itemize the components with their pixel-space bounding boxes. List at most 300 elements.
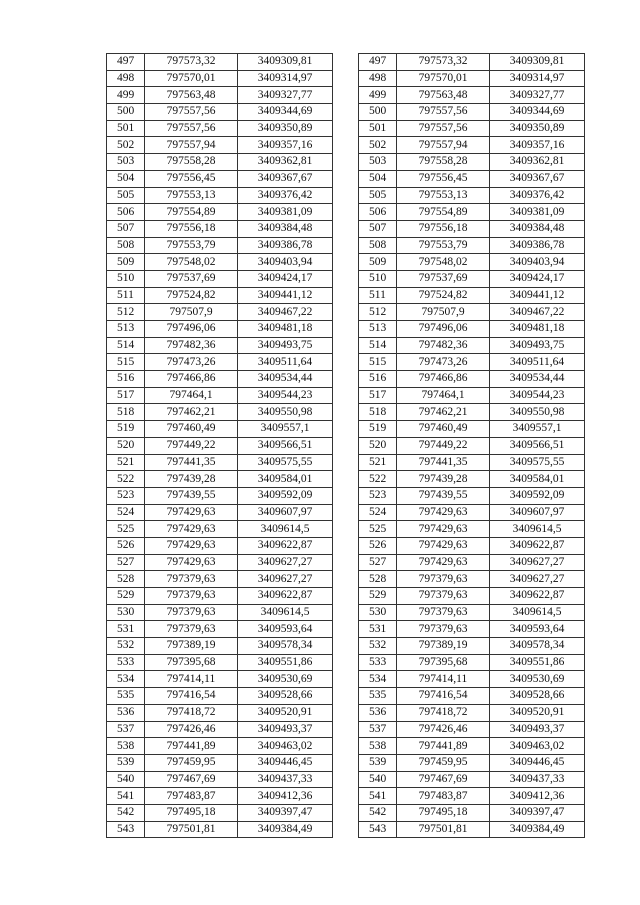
y-coordinate-cell: 3409584,01 — [490, 471, 585, 488]
point-number-cell: 532 — [359, 638, 397, 655]
point-number-cell: 520 — [107, 437, 145, 454]
point-number-cell: 505 — [107, 187, 145, 204]
table-row — [107, 354, 333, 371]
table-row — [107, 304, 333, 321]
x-coordinate-cell: 797573,32 — [145, 54, 238, 71]
y-coordinate-cell: 3409607,97 — [238, 504, 333, 521]
y-coordinate-cell: 3409627,27 — [238, 571, 333, 588]
y-coordinate-cell: 3409376,42 — [490, 187, 585, 204]
x-coordinate-cell: 797441,89 — [397, 738, 490, 755]
y-coordinate-cell: 3409357,16 — [490, 137, 585, 154]
point-number-cell: 541 — [359, 788, 397, 805]
x-coordinate-cell: 797557,56 — [145, 120, 238, 137]
point-number-cell: 536 — [107, 704, 145, 721]
point-number-cell: 531 — [359, 621, 397, 638]
x-coordinate-cell: 797449,22 — [145, 437, 238, 454]
y-coordinate-cell: 3409614,5 — [490, 604, 585, 621]
x-coordinate-cell: 797557,94 — [397, 137, 490, 154]
point-number-cell: 521 — [359, 454, 397, 471]
y-coordinate-cell: 3409493,37 — [490, 721, 585, 738]
table-row — [107, 104, 333, 121]
point-number-cell: 530 — [359, 604, 397, 621]
x-coordinate-cell: 797439,55 — [397, 487, 490, 504]
x-coordinate-cell: 797556,18 — [397, 220, 490, 237]
x-coordinate-cell: 797495,18 — [397, 804, 490, 821]
table-row — [359, 454, 585, 471]
y-coordinate-cell: 3409357,16 — [238, 137, 333, 154]
point-number-cell: 533 — [359, 654, 397, 671]
table-row — [107, 87, 333, 104]
y-coordinate-cell: 3409551,86 — [238, 654, 333, 671]
y-coordinate-cell: 3409575,55 — [238, 454, 333, 471]
point-number-cell: 504 — [359, 170, 397, 187]
x-coordinate-cell: 797563,48 — [397, 87, 490, 104]
y-coordinate-cell: 3409481,18 — [238, 321, 333, 338]
table-row — [359, 638, 585, 655]
table-row — [359, 270, 585, 287]
y-coordinate-cell: 3409376,42 — [238, 187, 333, 204]
x-coordinate-cell: 797537,69 — [145, 270, 238, 287]
point-number-cell: 535 — [107, 688, 145, 705]
table-row — [107, 154, 333, 171]
x-coordinate-cell: 797379,63 — [397, 588, 490, 605]
table-row — [359, 571, 585, 588]
point-number-cell: 540 — [107, 771, 145, 788]
x-coordinate-cell: 797429,63 — [397, 504, 490, 521]
table-row — [359, 754, 585, 771]
x-coordinate-cell: 797426,46 — [145, 721, 238, 738]
table-row — [359, 588, 585, 605]
point-number-cell: 524 — [359, 504, 397, 521]
table-row — [359, 671, 585, 688]
table-row — [359, 738, 585, 755]
point-number-cell: 525 — [107, 521, 145, 538]
table-row — [359, 304, 585, 321]
x-coordinate-cell: 797379,63 — [145, 588, 238, 605]
table-row — [359, 804, 585, 821]
table-row — [107, 821, 333, 838]
y-coordinate-cell: 3409528,66 — [238, 688, 333, 705]
y-coordinate-cell: 3409362,81 — [490, 154, 585, 171]
y-coordinate-cell: 3409622,87 — [238, 537, 333, 554]
x-coordinate-cell: 797556,45 — [145, 170, 238, 187]
y-coordinate-cell: 3409397,47 — [238, 804, 333, 821]
x-coordinate-cell: 797496,06 — [145, 321, 238, 338]
table-row — [359, 404, 585, 421]
y-coordinate-cell: 3409386,78 — [238, 237, 333, 254]
point-number-cell: 510 — [359, 270, 397, 287]
table-row — [107, 638, 333, 655]
y-coordinate-cell: 3409622,87 — [490, 537, 585, 554]
x-coordinate-cell: 797548,02 — [145, 254, 238, 271]
table-row — [107, 454, 333, 471]
point-number-cell: 519 — [359, 421, 397, 438]
y-coordinate-cell: 3409607,97 — [490, 504, 585, 521]
y-coordinate-cell: 3409578,34 — [238, 638, 333, 655]
point-number-cell: 503 — [107, 154, 145, 171]
y-coordinate-cell: 3409544,23 — [490, 387, 585, 404]
y-coordinate-cell: 3409551,86 — [490, 654, 585, 671]
point-number-cell: 537 — [359, 721, 397, 738]
x-coordinate-cell: 797558,28 — [145, 154, 238, 171]
x-coordinate-cell: 797483,87 — [145, 788, 238, 805]
point-number-cell: 534 — [107, 671, 145, 688]
x-coordinate-cell: 797483,87 — [397, 788, 490, 805]
y-coordinate-cell: 3409424,17 — [490, 270, 585, 287]
point-number-cell: 531 — [107, 621, 145, 638]
table-row — [359, 504, 585, 521]
point-number-cell: 511 — [359, 287, 397, 304]
x-coordinate-cell: 797395,68 — [397, 654, 490, 671]
y-coordinate-cell: 3409381,09 — [490, 204, 585, 221]
x-coordinate-cell: 797554,89 — [397, 204, 490, 221]
point-number-cell: 539 — [107, 754, 145, 771]
y-coordinate-cell: 3409528,66 — [490, 688, 585, 705]
table-row — [359, 321, 585, 338]
y-coordinate-cell: 3409627,27 — [238, 554, 333, 571]
y-coordinate-cell: 3409350,89 — [490, 120, 585, 137]
x-coordinate-cell: 797570,01 — [397, 70, 490, 87]
point-number-cell: 518 — [107, 404, 145, 421]
x-coordinate-cell: 797429,63 — [145, 504, 238, 521]
y-coordinate-cell: 3409566,51 — [238, 437, 333, 454]
x-coordinate-cell: 797441,35 — [145, 454, 238, 471]
x-coordinate-cell: 797379,63 — [397, 571, 490, 588]
y-coordinate-cell: 3409386,78 — [490, 237, 585, 254]
point-number-cell: 501 — [359, 120, 397, 137]
y-coordinate-cell: 3409557,1 — [490, 421, 585, 438]
table-row — [107, 270, 333, 287]
table-row — [107, 137, 333, 154]
table-row — [107, 421, 333, 438]
table-row — [359, 721, 585, 738]
table-row — [107, 654, 333, 671]
y-coordinate-cell: 3409578,34 — [490, 638, 585, 655]
x-coordinate-cell: 797459,95 — [397, 754, 490, 771]
y-coordinate-cell: 3409614,5 — [238, 521, 333, 538]
point-number-cell: 530 — [107, 604, 145, 621]
y-coordinate-cell: 3409511,64 — [238, 354, 333, 371]
x-coordinate-cell: 797414,11 — [397, 671, 490, 688]
x-coordinate-cell: 797416,54 — [397, 688, 490, 705]
table-row — [107, 220, 333, 237]
point-number-cell: 542 — [107, 804, 145, 821]
y-coordinate-cell: 3409327,77 — [490, 87, 585, 104]
x-coordinate-cell: 797563,48 — [145, 87, 238, 104]
x-coordinate-cell: 797558,28 — [397, 154, 490, 171]
point-number-cell: 527 — [359, 554, 397, 571]
x-coordinate-cell: 797507,9 — [397, 304, 490, 321]
table-row — [359, 104, 585, 121]
point-number-cell: 498 — [359, 70, 397, 87]
x-coordinate-cell: 797429,63 — [397, 554, 490, 571]
x-coordinate-cell: 797467,69 — [145, 771, 238, 788]
point-number-cell: 498 — [107, 70, 145, 87]
point-number-cell: 529 — [107, 588, 145, 605]
table-row — [107, 70, 333, 87]
point-number-cell: 513 — [359, 321, 397, 338]
y-coordinate-cell: 3409424,17 — [238, 270, 333, 287]
point-number-cell: 522 — [359, 471, 397, 488]
y-coordinate-cell: 3409550,98 — [490, 404, 585, 421]
point-number-cell: 504 — [107, 170, 145, 187]
y-coordinate-cell: 3409344,69 — [490, 104, 585, 121]
table-row — [359, 704, 585, 721]
y-coordinate-cell: 3409441,12 — [238, 287, 333, 304]
x-coordinate-cell: 797524,82 — [397, 287, 490, 304]
table-row — [107, 54, 333, 71]
table-row — [107, 721, 333, 738]
table-row — [107, 788, 333, 805]
y-coordinate-cell: 3409384,48 — [238, 220, 333, 237]
point-number-cell: 508 — [107, 237, 145, 254]
y-coordinate-cell: 3409614,5 — [490, 521, 585, 538]
point-number-cell: 515 — [107, 354, 145, 371]
y-coordinate-cell: 3409362,81 — [238, 154, 333, 171]
table-row — [359, 688, 585, 705]
point-number-cell: 516 — [107, 371, 145, 388]
table-row — [107, 738, 333, 755]
x-coordinate-cell: 797557,94 — [145, 137, 238, 154]
point-number-cell: 502 — [359, 137, 397, 154]
y-coordinate-cell: 3409384,49 — [238, 821, 333, 838]
x-coordinate-cell: 797379,63 — [145, 571, 238, 588]
x-coordinate-cell: 797473,26 — [145, 354, 238, 371]
table-row — [359, 254, 585, 271]
table-row — [359, 287, 585, 304]
table-row — [359, 487, 585, 504]
y-coordinate-cell: 3409463,02 — [238, 738, 333, 755]
x-coordinate-cell: 797418,72 — [145, 704, 238, 721]
x-coordinate-cell: 797379,63 — [397, 604, 490, 621]
point-number-cell: 502 — [107, 137, 145, 154]
coordinate-table-left — [106, 53, 333, 838]
point-number-cell: 497 — [107, 54, 145, 71]
x-coordinate-cell: 797449,22 — [397, 437, 490, 454]
y-coordinate-cell: 3409481,18 — [490, 321, 585, 338]
point-number-cell: 532 — [107, 638, 145, 655]
x-coordinate-cell: 797495,18 — [145, 804, 238, 821]
point-number-cell: 503 — [359, 154, 397, 171]
coordinate-table-body — [107, 54, 333, 838]
x-coordinate-cell: 797389,19 — [397, 638, 490, 655]
x-coordinate-cell: 797556,45 — [397, 170, 490, 187]
point-number-cell: 514 — [107, 337, 145, 354]
point-number-cell: 533 — [107, 654, 145, 671]
table-row — [107, 237, 333, 254]
table-row — [359, 821, 585, 838]
point-number-cell: 526 — [107, 537, 145, 554]
point-number-cell: 529 — [359, 588, 397, 605]
coordinate-table-body — [359, 54, 585, 838]
table-row — [107, 337, 333, 354]
point-number-cell: 500 — [107, 104, 145, 121]
table-row — [107, 254, 333, 271]
y-coordinate-cell: 3409493,75 — [490, 337, 585, 354]
x-coordinate-cell: 797464,1 — [145, 387, 238, 404]
y-coordinate-cell: 3409622,87 — [490, 588, 585, 605]
y-coordinate-cell: 3409544,23 — [238, 387, 333, 404]
x-coordinate-cell: 797416,54 — [145, 688, 238, 705]
point-number-cell: 538 — [359, 738, 397, 755]
table-row — [107, 754, 333, 771]
y-coordinate-cell: 3409397,47 — [490, 804, 585, 821]
table-row — [359, 237, 585, 254]
y-coordinate-cell: 3409350,89 — [238, 120, 333, 137]
y-coordinate-cell: 3409592,09 — [490, 487, 585, 504]
y-coordinate-cell: 3409367,67 — [238, 170, 333, 187]
point-number-cell: 539 — [359, 754, 397, 771]
x-coordinate-cell: 797466,86 — [145, 371, 238, 388]
point-number-cell: 535 — [359, 688, 397, 705]
table-row — [107, 671, 333, 688]
point-number-cell: 497 — [359, 54, 397, 71]
x-coordinate-cell: 797501,81 — [397, 821, 490, 838]
y-coordinate-cell: 3409511,64 — [490, 354, 585, 371]
point-number-cell: 523 — [107, 487, 145, 504]
point-number-cell: 509 — [359, 254, 397, 271]
point-number-cell: 515 — [359, 354, 397, 371]
y-coordinate-cell: 3409403,94 — [490, 254, 585, 271]
point-number-cell: 524 — [107, 504, 145, 521]
table-row — [107, 120, 333, 137]
x-coordinate-cell: 797460,49 — [397, 421, 490, 438]
point-number-cell: 536 — [359, 704, 397, 721]
y-coordinate-cell: 3409614,5 — [238, 604, 333, 621]
x-coordinate-cell: 797556,18 — [145, 220, 238, 237]
point-number-cell: 512 — [107, 304, 145, 321]
table-row — [107, 321, 333, 338]
table-row — [107, 688, 333, 705]
x-coordinate-cell: 797429,63 — [145, 537, 238, 554]
point-number-cell: 543 — [359, 821, 397, 838]
table-row — [359, 154, 585, 171]
y-coordinate-cell: 3409467,22 — [238, 304, 333, 321]
table-row — [359, 337, 585, 354]
point-number-cell: 523 — [359, 487, 397, 504]
point-number-cell: 517 — [107, 387, 145, 404]
y-coordinate-cell: 3409441,12 — [490, 287, 585, 304]
point-number-cell: 513 — [107, 321, 145, 338]
table-row — [107, 487, 333, 504]
x-coordinate-cell: 797379,63 — [145, 621, 238, 638]
y-coordinate-cell: 3409446,45 — [490, 754, 585, 771]
x-coordinate-cell: 797389,19 — [145, 638, 238, 655]
x-coordinate-cell: 797418,72 — [397, 704, 490, 721]
y-coordinate-cell: 3409327,77 — [238, 87, 333, 104]
point-number-cell: 538 — [107, 738, 145, 755]
y-coordinate-cell: 3409534,44 — [238, 371, 333, 388]
table-row — [359, 87, 585, 104]
y-coordinate-cell: 3409534,44 — [490, 371, 585, 388]
point-number-cell: 510 — [107, 270, 145, 287]
x-coordinate-cell: 797548,02 — [397, 254, 490, 271]
table-row — [107, 437, 333, 454]
x-coordinate-cell: 797429,63 — [145, 521, 238, 538]
y-coordinate-cell: 3409344,69 — [238, 104, 333, 121]
point-number-cell: 541 — [107, 788, 145, 805]
y-coordinate-cell: 3409593,64 — [238, 621, 333, 638]
y-coordinate-cell: 3409530,69 — [490, 671, 585, 688]
x-coordinate-cell: 797439,55 — [145, 487, 238, 504]
table-row — [359, 604, 585, 621]
table-row — [359, 421, 585, 438]
x-coordinate-cell: 797501,81 — [145, 821, 238, 838]
point-number-cell: 506 — [107, 204, 145, 221]
table-row — [359, 354, 585, 371]
table-row — [359, 437, 585, 454]
y-coordinate-cell: 3409314,97 — [490, 70, 585, 87]
table-row — [107, 371, 333, 388]
x-coordinate-cell: 797395,68 — [145, 654, 238, 671]
y-coordinate-cell: 3409520,91 — [238, 704, 333, 721]
x-coordinate-cell: 797507,9 — [145, 304, 238, 321]
x-coordinate-cell: 797441,89 — [145, 738, 238, 755]
y-coordinate-cell: 3409314,97 — [238, 70, 333, 87]
point-number-cell: 537 — [107, 721, 145, 738]
table-row — [359, 220, 585, 237]
point-number-cell: 505 — [359, 187, 397, 204]
y-coordinate-cell: 3409575,55 — [490, 454, 585, 471]
y-coordinate-cell: 3409627,27 — [490, 571, 585, 588]
point-number-cell: 507 — [359, 220, 397, 237]
x-coordinate-cell: 797429,63 — [397, 521, 490, 538]
x-coordinate-cell: 797414,11 — [145, 671, 238, 688]
table-row — [359, 554, 585, 571]
y-coordinate-cell: 3409584,01 — [238, 471, 333, 488]
point-number-cell: 543 — [107, 821, 145, 838]
point-number-cell: 521 — [107, 454, 145, 471]
x-coordinate-cell: 797379,63 — [145, 604, 238, 621]
point-number-cell: 528 — [359, 571, 397, 588]
x-coordinate-cell: 797429,63 — [145, 554, 238, 571]
x-coordinate-cell: 797557,56 — [397, 104, 490, 121]
x-coordinate-cell: 797482,36 — [145, 337, 238, 354]
table-row — [107, 704, 333, 721]
y-coordinate-cell: 3409403,94 — [238, 254, 333, 271]
x-coordinate-cell: 797496,06 — [397, 321, 490, 338]
point-number-cell: 522 — [107, 471, 145, 488]
x-coordinate-cell: 797553,79 — [397, 237, 490, 254]
table-row — [107, 387, 333, 404]
y-coordinate-cell: 3409412,36 — [490, 788, 585, 805]
y-coordinate-cell: 3409493,37 — [238, 721, 333, 738]
y-coordinate-cell: 3409412,36 — [238, 788, 333, 805]
table-row — [359, 788, 585, 805]
point-number-cell: 528 — [107, 571, 145, 588]
x-coordinate-cell: 797554,89 — [145, 204, 238, 221]
x-coordinate-cell: 797553,79 — [145, 237, 238, 254]
x-coordinate-cell: 797462,21 — [397, 404, 490, 421]
table-row — [107, 187, 333, 204]
x-coordinate-cell: 797460,49 — [145, 421, 238, 438]
table-row — [359, 654, 585, 671]
table-row — [107, 604, 333, 621]
table-row — [359, 521, 585, 538]
table-row — [107, 554, 333, 571]
table-row — [107, 170, 333, 187]
point-number-cell: 509 — [107, 254, 145, 271]
point-number-cell: 527 — [107, 554, 145, 571]
table-row — [107, 521, 333, 538]
y-coordinate-cell: 3409520,91 — [490, 704, 585, 721]
point-number-cell: 512 — [359, 304, 397, 321]
point-number-cell: 525 — [359, 521, 397, 538]
y-coordinate-cell: 3409384,48 — [490, 220, 585, 237]
table-row — [359, 537, 585, 554]
table-row — [107, 621, 333, 638]
table-row — [359, 771, 585, 788]
